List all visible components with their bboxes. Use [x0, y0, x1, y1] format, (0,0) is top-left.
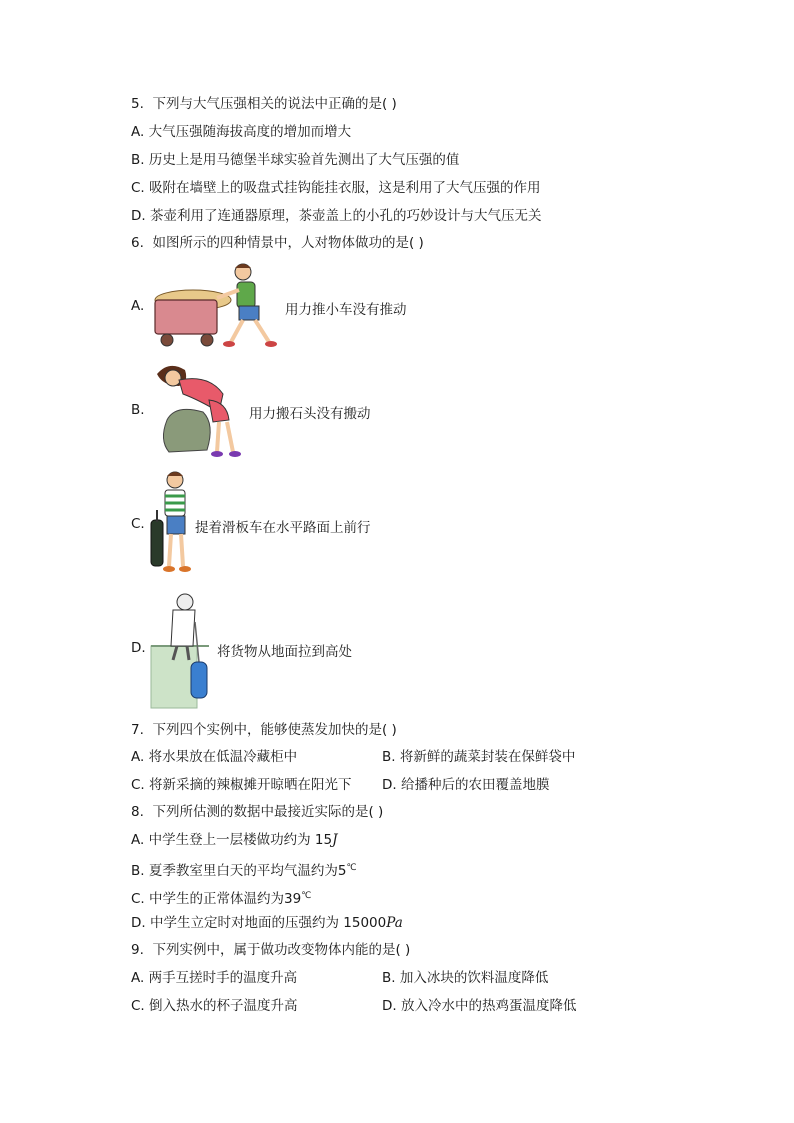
question-7-option-a[interactable]: A. 将水果放在低温冷藏柜中 — [131, 749, 298, 765]
question-9-stem: 9. 下列实例中，属于做功改变物体内能的是( ) — [131, 942, 411, 958]
unit-pascal: Pa — [386, 915, 403, 931]
question-8-option-a[interactable]: A. 中学生登上一层楼做功约为 15J — [131, 832, 338, 848]
question-5-option-a[interactable]: A. 大气压强随海拔高度的增加而增大 — [131, 124, 352, 140]
question-5-option-d[interactable]: D. 茶壶利用了连通器原理，茶壶盖上的小孔的巧妙设计与大气压无关 — [131, 208, 542, 224]
question-8-stem: 8. 下列所估测的数据中最接近实际的是( ) — [131, 804, 384, 820]
question-6-stem: 6. 如图所示的四种情景中，人对物体做功的是( ) — [131, 235, 424, 251]
question-9-option-d[interactable]: D. 放入冷水中的热鸡蛋温度降低 — [382, 998, 577, 1014]
question-9-option-a[interactable]: A. 两手互搓时手的温度升高 — [131, 970, 298, 986]
question-5-option-b[interactable]: B. 历史上是用马德堡半球实验首先测出了大气压强的值 — [131, 152, 460, 168]
question-5-option-c[interactable]: C. 吸附在墙壁上的吸盘式挂钩能挂衣服，这是利用了大气压强的作用 — [131, 180, 541, 196]
question-7-option-b[interactable]: B. 将新鲜的蔬菜封装在保鲜袋中 — [382, 749, 576, 765]
push-cart-illustration — [151, 262, 286, 352]
question-7-option-d[interactable]: D. 给播种后的农田覆盖地膜 — [382, 777, 550, 793]
question-6-option-d[interactable]: D. 将货物从地面拉到高处 — [131, 592, 531, 710]
pull-goods-illustration — [149, 592, 219, 710]
question-8-option-c[interactable]: C. 中学生的正常体温约为39℃ — [131, 891, 312, 907]
question-9-option-b[interactable]: B. 加入冰块的饮料温度降低 — [382, 970, 549, 986]
unit-joule: J — [332, 832, 338, 848]
question-7-stem: 7. 下列四个实例中，能够使蒸发加快的是( ) — [131, 722, 397, 738]
question-7-option-c[interactable]: C. 将新采摘的辣椒摊开晾晒在阳光下 — [131, 777, 352, 793]
lift-stone-illustration — [149, 360, 249, 460]
question-6-option-b[interactable]: B. 用力搬石头没有搬动 — [131, 360, 531, 460]
unit-celsius: ℃ — [346, 863, 357, 873]
question-9-option-c[interactable]: C. 倒入热水的杯子温度升高 — [131, 998, 298, 1014]
question-6-option-c[interactable]: C. 提着滑板车在水平路面上前行 — [131, 470, 531, 580]
unit-celsius: ℃ — [301, 891, 312, 901]
question-6-option-a[interactable]: A. 用力推小车没有推动 — [131, 262, 531, 352]
carry-scooter-illustration — [149, 470, 199, 580]
question-5-stem: 5. 下列与大气压强相关的说法中正确的是( ) — [131, 96, 397, 112]
question-8-option-b[interactable]: B. 夏季教室里白天的平均气温约为5℃ — [131, 863, 357, 879]
question-8-option-d[interactable]: D. 中学生立定时对地面的压强约为 15000Pa — [131, 915, 403, 931]
